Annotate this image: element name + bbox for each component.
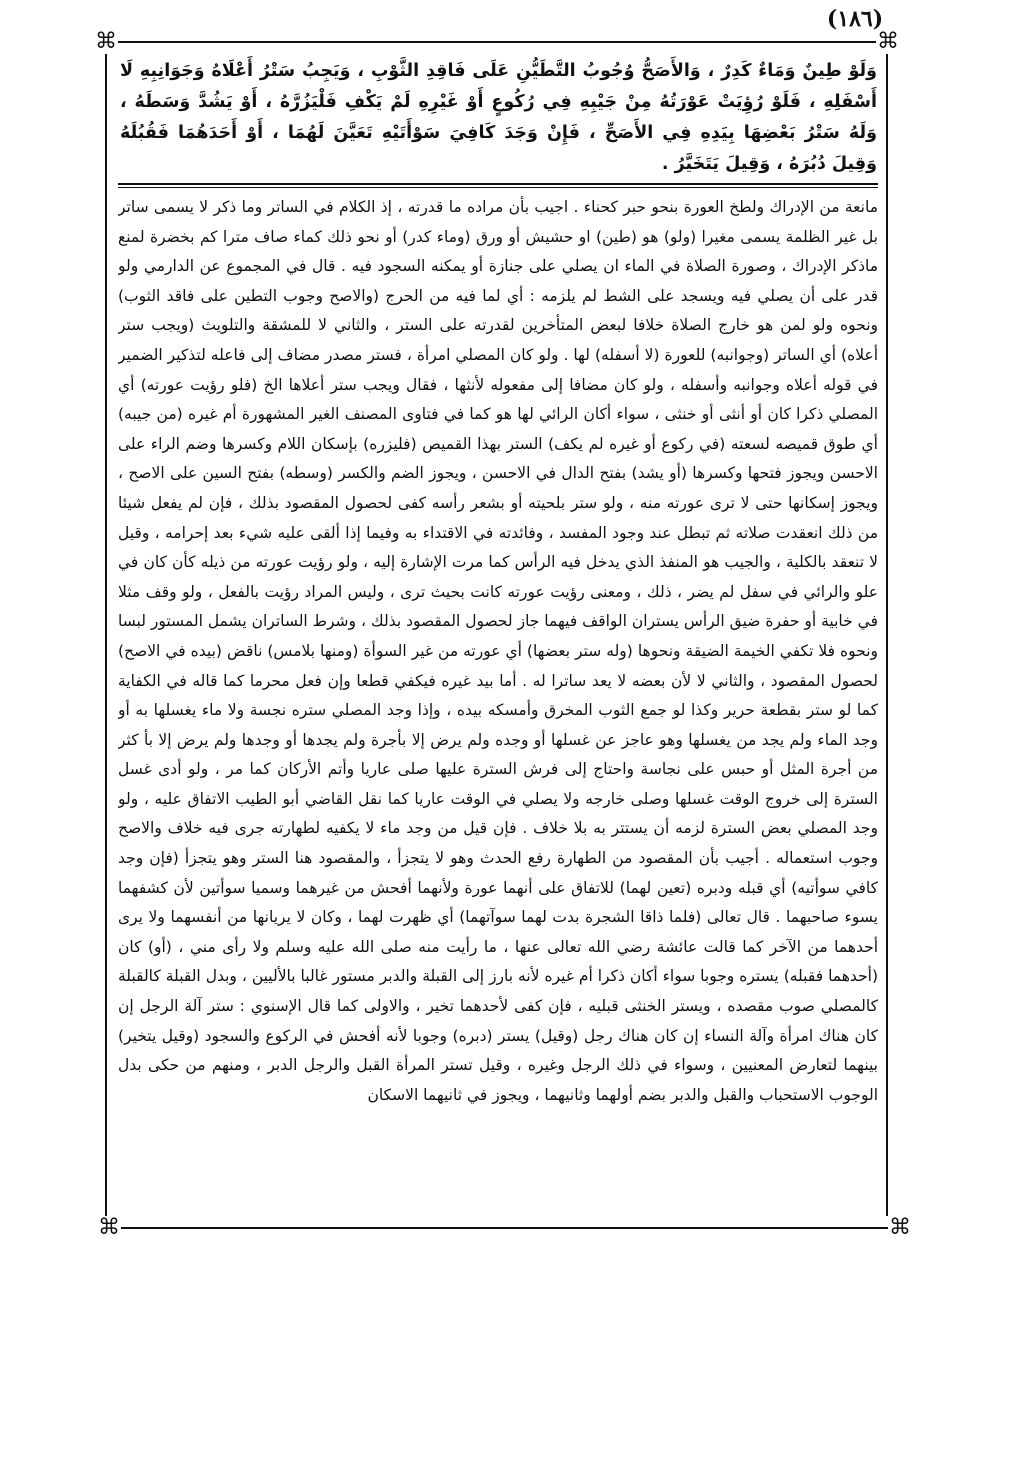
section-divider bbox=[118, 187, 878, 188]
sharh-paragraph: مانعة من الإدراك ولطخ العورة بنحو حبر كحناء . اجيب بأن مراده ما قدرته ، إذ الكلام في الساتر وما ذكر لا يسمى ساتر بل غير الظلمة يسمى مغيرا (ولو) هو (طين) او حشيش أو ورق (وماء كدر) أو نحو ذلك كماء صاف مترا كم بخضرة لمنع ماذكر الإدراك ، وصورة الصلاة في الماء ان يصلي على جنازة أو يمكنه السجود فيه . قال في المجموع عن الدارمي ولو قدر على أن يصلي فيه ويسجد على الشط لم يلزمه : أي لما فيه من الحرج (والاصح وجوب التطين على فاقد الثوب) ونحوه ولو لمن هو خارج الصلاة خلافا لبعض المتأخرين لقدرته على الستر ، والثاني لا للمشقة والتلويث (ويجب ستر أعلاه) أي الساتر (وجوانبه) للعورة (لا أسفله) لها . ولو كان المصلي امرأة ، فستر مصدر مضاف إلى فاعله لتذكير الضمير في قوله أعلاه وجوانبه وأسفله ، ولو كان مضافا إلى مفعوله لأنثها ، فقال ويجب ستر أعلاها الخ (فلو رؤيت عورته) أي المصلي ذكرا كان أو أنثى أو خنثى ، سواء أكان الرائي لها هو كما في فتاوى المصنف الغير المشهورة أم غيره (من جيبه) أي طوق قميصه لسعته (في ركوع أو غيره لم يكف) الستر بهذا القميص (فليزره) بإسكان اللام وكسرها وضم الراء على الاحسن ويجوز فتحها وكسرها (أو يشد) بفتح الدال في الاحسن ، ويجوز الضم والكسر (وسطه) بفتح السين على الاصح ، ويجوز إسكانها حتى لا ترى عورته منه ، ولو ستر بلحيته أو بشعر رأسه كفى لحصول المقصود بذلك ، فإن لم يفعل شيئا من ذلك انعقدت صلاته ثم تبطل عند وجود المفسد ، وفائدته في الاقتداء به وفيما إذا ألقى عليه شيء بعد إحرامه ، وقيل لا تنعقد بالكلية ، والجيب هو المنفذ الذي يدخل فيه الرأس كما مرت الإشارة إليه ، ولو رؤيت عورته من ذيله كأن كان في علو والرائي في سفل لم يضر ، ذلك ، ومعنى رؤيت عورته كانت بحيث ترى ، وليس المراد رؤيت بالفعل ، ولو وقف مثلا في خابية أو حفرة ضيق الرأس يستران الواقف فيهما جاز لحصول المقصود بذلك ، وشرط الساتران يشمل المستور لبسا ونحوه فلا تكفي الخيمة الضيقة ونحوها (وله ستر بعضها) أي عورته من غير السوأة (ومنها بلامس) ناقض (بيده في الاصح) لحصول المقصود ، والثاني لا لأن بعضه لا يعد ساترا له . أما بيد غيره فيكفي قطعا وإن فعل محرما كما قاله في الكفاية كما لو ستر بقطعة حرير وكذا لو جمع الثوب المخرق وأمسكه بيده ، وإذا وجد المصلي ستره نجسة ولا ماء يغسلها به أو وجد الماء ولم يجد من يغسلها وهو عاجز عن غسلها أو وجده ولم يرض إلا بأجرة ولم يجدها أو وجدها ولم يرض إلا بأ كثر من أجرة المثل أو حبس على نجاسة واحتاج إلى فرش السترة عليها صلى عاريا وأتم الأركان كما مر ، ولو أدى غسل السترة إلى خروج الوقت غسلها وصلى خارجه ولا يصلي في الوقت عاريا كما نقل القاضي أبو الطيب الاتفاق عليه ، ولو وجد المصلي بعض السترة لزمه أن يستتر به بلا خلاف . فإن قيل من وجد ماء لا يكفيه لطهارته جرى فيه خلاف والاصح وجوب استعماله . أجيب بأن المقصود من الطهارة رفع الحدث وهو لا يتجزأ ، والمقصود هنا الستر وهو يتجزأ (فإن وجد كافي سوأتيه) أي قبله ودبره (تعين لهما) للاتفاق على أنهما عورة ولأنهما أفحش من غيرهما وسميا سوأتين لأن كشفهما يسوء صاحبهما . قال تعالى (فلما ذاقا الشجرة بدت لهما سوآتهما) أي ظهرت لهما ، وكان لا يريانها من أنفسهما ولا يرى أحدهما من الآخر كما قالت عائشة رضي الله تعالى عنها ، ما رأيت منه صلى الله عليه وسلم ولا رأى مني ، (أو) كان (أحدهما فقبله) يستره وجوبا سواء أكان ذكرا أم غيره لأنه بارز إلى القبلة والدبر مستور غالبا بالأليين ، وبدل القبلة كالقبلة كالمصلي صوب مقصده ، ويستر الخنثى قبليه ، فإن كفى لأحدهما تخير ، والاولى كما قال الإسنوي : ستر آلة الرجل إن كان هناك امرأة وآلة النساء إن كان هناك رجل (وقيل) يستر (دبره) وجوبا لأنه أفحش في الركوع والسجود (وقيل يتخير) بينهما لتعارض المعنيين ، وسواء في ذلك الرجل وغيره ، وقيل تستر المرأة القبل والرجل الدبر ، ومنهم من حكى بدل الوجوب الاستحباب والقبل والدبر بضم أولهما وثانيهما ، ويجوز في ثانيهما الاسكان bbox=[118, 198, 878, 1104]
matn-paragraph: وَلَوْ طِينٌ وَمَاءٌ كَدِرٌ ، وَالأَصَحُّ وُجُوبُ التَّطَيُّنِ عَلَى فَاقِدِ الثَّوْبِ ، وَيَجِبُ سَتْرُ أَعْلَاهُ وَجَوَانِبِهِ لَا أَسْفَلِهِ ، فَلَوْ رُؤِيَتْ عَوْرَتُهُ مِنْ جَيْبِهِ فِي رُكُوعٍ أَوْ غَيْرِهِ لَمْ يَكْفِ فَلْيَزُرَّهُ ، أَوْ يَشُدَّ وَسَطَهُ ، وَلَهُ سَتْرُ بَعْضِهَا بِيَدِهِ فِي الأَصَحِّ ، فَإِنْ وَجَدَ كَافِيَ سَوْأَتَيْهِ تَعَيَّنَ لَهُمَا ، أَوْ أَحَدَهُمَا فَقُبُلَهُ وَقِيلَ دُبُرَهُ ، وَقِيلَ يَتَخَيَّرُ . bbox=[120, 61, 877, 174]
corner-ornament-icon: ⌘ bbox=[877, 29, 899, 54]
frame-top-border bbox=[118, 41, 876, 43]
frame-left-border bbox=[105, 54, 107, 1216]
section-divider bbox=[118, 183, 878, 185]
page-number: (١٨٦) bbox=[826, 6, 884, 32]
corner-ornament-icon: ⌘ bbox=[889, 1215, 911, 1240]
frame-bottom-border bbox=[121, 1227, 888, 1229]
matn-text-block bbox=[120, 56, 877, 180]
corner-ornament-icon: ⌘ bbox=[98, 1215, 120, 1240]
frame-right-border bbox=[886, 54, 888, 1216]
corner-ornament-icon: ⌘ bbox=[95, 29, 117, 54]
sharh-commentary-block bbox=[118, 193, 878, 1213]
